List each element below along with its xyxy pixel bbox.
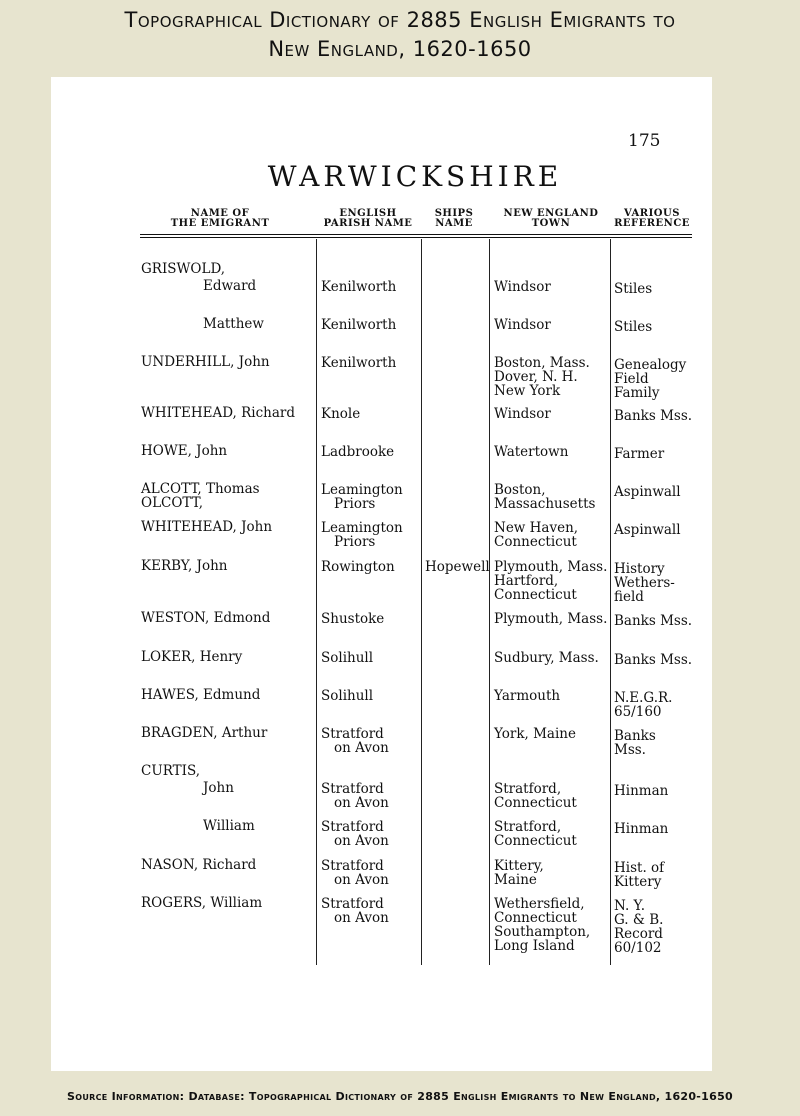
reference: Stiles: [614, 281, 653, 297]
new-england-town: Connecticut: [494, 587, 577, 603]
parish-name: Stratford: [321, 819, 384, 835]
parish-name: Solihull: [321, 650, 374, 666]
reference: N.E.G.R.: [614, 690, 673, 706]
new-england-town: Wethersfield,: [494, 896, 585, 912]
new-england-town: Dover, N. H.: [494, 369, 578, 385]
county-title: WARWICKSHIRE: [267, 160, 563, 193]
emigrant-name: WHITEHEAD, Richard: [141, 405, 296, 421]
column-header-line: TOWN: [531, 218, 571, 229]
emigrant-name: LOKER, Henry: [141, 649, 243, 665]
header-line-2: New England, 1620-1650: [268, 37, 532, 61]
parish-name: Leamington: [321, 520, 403, 536]
column-header-ref: [612, 209, 692, 229]
emigrant-name: William: [203, 818, 255, 834]
reference: field: [614, 589, 644, 605]
column-header-line: REFERENCE: [614, 218, 690, 229]
reference: 65/160: [614, 704, 662, 720]
parish-name: Stratford: [321, 726, 384, 742]
column-divider: [610, 239, 611, 965]
ship-name: Hopewell: [425, 559, 490, 575]
emigrant-name: Edward: [203, 278, 257, 294]
emigrant-name: NASON, Richard: [141, 857, 257, 873]
new-england-town: Connecticut: [494, 833, 577, 849]
new-england-town: New York: [494, 383, 561, 399]
parish-name: Stratford: [321, 896, 384, 912]
column-header-town: [494, 209, 608, 229]
emigrant-name: CURTIS,: [141, 763, 201, 779]
column-header-name: [155, 209, 285, 229]
emigrant-name: ROGERS, William: [141, 895, 263, 911]
reference: Mss.: [614, 742, 646, 758]
new-england-town: Boston, Mass.: [494, 355, 590, 371]
emigrant-name: BRAGDEN, Arthur: [141, 725, 268, 741]
reference: Aspinwall: [614, 484, 681, 500]
column-header-line: NEW ENGLAND: [503, 208, 599, 219]
column-header-line: THE EMIGRANT: [170, 218, 270, 229]
column-header-parish: [318, 209, 418, 229]
reference: Genealogy: [614, 357, 687, 373]
emigrant-name: KERBY, John: [141, 558, 228, 574]
parish-name: on Avon: [334, 833, 389, 849]
parish-name: on Avon: [334, 740, 389, 756]
reference: Wethers-: [614, 575, 675, 591]
page-header: [0, 6, 800, 64]
parish-name: Solihull: [321, 688, 374, 704]
new-england-town: Connecticut: [494, 534, 577, 550]
parish-name: on Avon: [334, 872, 389, 888]
column-header-line: NAME OF: [190, 208, 250, 219]
column-header-line: NAME: [435, 218, 473, 229]
new-england-town: Stratford,: [494, 781, 562, 797]
reference: Hinman: [614, 821, 669, 837]
emigrant-name: HOWE, John: [141, 443, 228, 459]
new-england-town: Kittery,: [494, 858, 544, 874]
header-rule-bottom: [140, 237, 692, 238]
parish-name: Stratford: [321, 858, 384, 874]
new-england-town: York, Maine: [494, 726, 576, 742]
reference: Field: [614, 371, 649, 387]
column-header-line: ENGLISH: [339, 208, 397, 219]
new-england-town: Maine: [494, 872, 537, 888]
parish-name: Ladbrooke: [321, 444, 395, 460]
parish-name: Rowington: [321, 559, 395, 575]
reference: 60/102: [614, 940, 662, 956]
reference: Family: [614, 385, 660, 401]
reference: Banks Mss.: [614, 613, 693, 629]
column-header-ship: [426, 209, 482, 229]
new-england-town: Long Island: [494, 938, 575, 954]
reference: G. & B.: [614, 912, 664, 928]
new-england-town: Plymouth, Mass.: [494, 559, 608, 575]
new-england-town: Connecticut: [494, 795, 577, 811]
emigrant-name: Matthew: [203, 316, 264, 332]
source-information: Source Information: Database: Topographical Dictionary of 2885 English Emigrants to New England, 1620-1650: [67, 1090, 733, 1103]
parish-name: Shustoke: [321, 611, 385, 627]
new-england-town: Yarmouth: [494, 688, 561, 704]
parish-name: on Avon: [334, 910, 389, 926]
parish-name: on Avon: [334, 795, 389, 811]
page-number: 175: [628, 131, 661, 151]
reference: Hist. of: [614, 860, 665, 876]
header-rule-top: [140, 234, 692, 235]
reference: Hinman: [614, 783, 669, 799]
reference: Banks: [614, 728, 656, 744]
reference: Record: [614, 926, 663, 942]
new-england-town: New Haven,: [494, 520, 579, 536]
new-england-town: Windsor: [494, 317, 551, 333]
reference: Farmer: [614, 446, 665, 462]
column-header-line: PARISH NAME: [323, 218, 413, 229]
reference: N. Y.: [614, 898, 645, 914]
emigrant-name: John: [203, 780, 234, 796]
parish-name: Kenilworth: [321, 355, 397, 371]
emigrant-name: WESTON, Edmond: [141, 610, 271, 626]
parish-name: Kenilworth: [321, 279, 397, 295]
emigrant-name: UNDERHILL, John: [141, 354, 270, 370]
emigrant-name: WHITEHEAD, John: [141, 519, 273, 535]
new-england-town: Southampton,: [494, 924, 591, 940]
parish-name: Kenilworth: [321, 317, 397, 333]
column-divider: [316, 239, 317, 965]
new-england-town: Stratford,: [494, 819, 562, 835]
column-header-line: VARIOUS: [624, 208, 680, 219]
new-england-town: Boston,: [494, 482, 546, 498]
emigrant-name: ALCOTT, Thomas: [141, 481, 260, 497]
emigrant-name: OLCOTT,: [141, 495, 203, 511]
parish-name: Priors: [334, 534, 376, 550]
column-header-line: SHIPS: [434, 208, 474, 219]
new-england-town: Plymouth, Mass.: [494, 611, 608, 627]
reference: Kittery: [614, 874, 662, 890]
parish-name: Stratford: [321, 781, 384, 797]
parish-name: Leamington: [321, 482, 403, 498]
parish-name: Priors: [334, 496, 376, 512]
reference: Banks Mss.: [614, 652, 693, 668]
column-divider: [421, 239, 422, 965]
new-england-town: Connecticut: [494, 910, 577, 926]
parish-name: Knole: [321, 406, 361, 422]
header-line-1: Topographical Dictionary of 2885 English Emigrants to: [124, 8, 676, 32]
new-england-town: Hartford,: [494, 573, 559, 589]
reference: Stiles: [614, 319, 653, 335]
new-england-town: Massachusetts: [494, 496, 596, 512]
column-divider: [489, 239, 490, 965]
reference: Aspinwall: [614, 522, 681, 538]
new-england-town: Windsor: [494, 406, 551, 422]
reference: History: [614, 561, 665, 577]
new-england-town: Windsor: [494, 279, 551, 295]
reference: Banks Mss.: [614, 408, 693, 424]
new-england-town: Watertown: [494, 444, 569, 460]
emigrant-name: HAWES, Edmund: [141, 687, 261, 703]
emigrant-name: GRISWOLD,: [141, 261, 226, 277]
new-england-town: Sudbury, Mass.: [494, 650, 599, 666]
